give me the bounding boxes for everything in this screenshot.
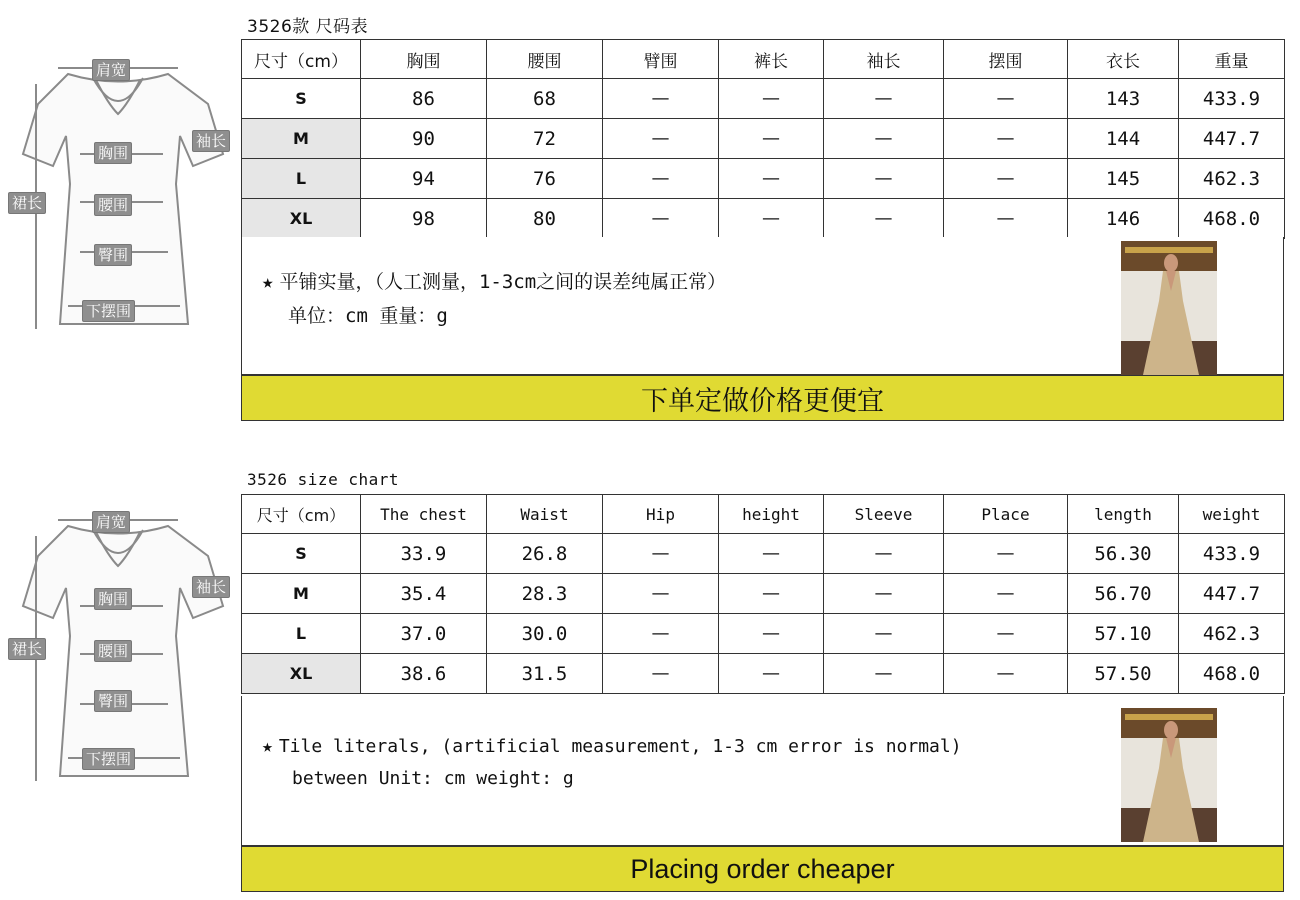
table-cell: — (603, 199, 719, 239)
table-cell: — (824, 614, 944, 654)
table-cell: 72 (487, 119, 603, 159)
chart-caption: 3526 size chart (247, 470, 399, 489)
note-line (262, 267, 726, 294)
header-cell: 臂围 (603, 40, 719, 79)
header-cell: 胸围 (361, 40, 487, 79)
table-cell: — (824, 199, 944, 239)
header-cell: height (719, 495, 824, 534)
label-waist: 腰围 (94, 640, 132, 662)
size-cell: S (242, 534, 361, 574)
table-cell: — (603, 654, 719, 694)
table-cell: 468.0 (1179, 199, 1285, 239)
table-cell: 143 (1068, 79, 1179, 119)
table-cell: — (944, 159, 1068, 199)
table-cell: 57.10 (1068, 614, 1179, 654)
size-table (241, 39, 1285, 239)
promo-banner: 下单定做价格更便宜 (241, 375, 1284, 421)
model-photo-image (1121, 708, 1217, 842)
table-cell: — (719, 614, 824, 654)
table-cell: 31.5 (487, 654, 603, 694)
note-unit-line: between Unit: cm weight: g (292, 768, 574, 789)
header-cell: 摆围 (944, 40, 1068, 79)
header-cell: Hip (603, 495, 719, 534)
model-photo-image (1121, 241, 1217, 375)
table-row (242, 534, 1285, 574)
table-cell: — (719, 534, 824, 574)
table-cell: — (944, 79, 1068, 119)
size-cell: L (242, 614, 361, 654)
table-header-row (242, 40, 1285, 79)
table-cell: 94 (361, 159, 487, 199)
table-cell: — (944, 199, 1068, 239)
table-cell: 56.30 (1068, 534, 1179, 574)
label-sleeve: 袖长 (192, 130, 230, 152)
header-cell: 袖长 (824, 40, 944, 79)
header-cell: Waist (487, 495, 603, 534)
size-cell: XL (242, 199, 361, 239)
header-cell: 腰围 (487, 40, 603, 79)
label-waist: 腰围 (94, 194, 132, 216)
model-photo (1121, 708, 1217, 842)
table-row (242, 199, 1285, 239)
size-cell: XL (242, 654, 361, 694)
table-cell: — (824, 79, 944, 119)
table-cell: — (944, 534, 1068, 574)
table-cell: — (603, 119, 719, 159)
table-header-row (242, 495, 1285, 534)
star-icon: ★ (262, 736, 273, 757)
table-cell: — (824, 159, 944, 199)
table-cell: 447.7 (1179, 574, 1285, 614)
label-skirt-length: 裙长 (8, 638, 46, 660)
table-cell: 35.4 (361, 574, 487, 614)
table-cell: 76 (487, 159, 603, 199)
label-shoulder: 肩宽 (92, 59, 130, 81)
table-cell: 145 (1068, 159, 1179, 199)
table-cell: — (603, 159, 719, 199)
table-cell: 37.0 (361, 614, 487, 654)
label-sleeve: 袖长 (192, 576, 230, 598)
label-shoulder: 肩宽 (92, 511, 130, 533)
table-cell: 80 (487, 199, 603, 239)
table-cell: 33.9 (361, 534, 487, 574)
measurement-note (241, 696, 1284, 846)
table-row (242, 574, 1285, 614)
header-cell: 衣长 (1068, 40, 1179, 79)
table-row (242, 654, 1285, 694)
table-cell: — (603, 574, 719, 614)
table-cell: — (944, 574, 1068, 614)
label-hip: 臀围 (94, 244, 132, 266)
table-cell: — (944, 614, 1068, 654)
table-row (242, 614, 1285, 654)
table-cell: 146 (1068, 199, 1179, 239)
label-hem: 下摆围 (82, 300, 135, 322)
table-cell: 433.9 (1179, 79, 1285, 119)
table-cell: — (824, 574, 944, 614)
dress-diagram-icon (8, 44, 238, 344)
table-cell: 86 (361, 79, 487, 119)
label-hip: 臀围 (94, 690, 132, 712)
header-cell: 尺寸（cm） (242, 40, 361, 79)
size-cell: M (242, 574, 361, 614)
table-cell: 68 (487, 79, 603, 119)
size-cell: M (242, 119, 361, 159)
table-cell: 26.8 (487, 534, 603, 574)
table-cell: — (824, 654, 944, 694)
table-cell: — (944, 654, 1068, 694)
table-cell: 28.3 (487, 574, 603, 614)
table-row (242, 79, 1285, 119)
table-cell: 468.0 (1179, 654, 1285, 694)
table-cell: 462.3 (1179, 614, 1285, 654)
header-cell: 重量 (1179, 40, 1285, 79)
table-cell: 30.0 (487, 614, 603, 654)
size-cell: S (242, 79, 361, 119)
table-cell: 447.7 (1179, 119, 1285, 159)
note-line (262, 736, 962, 757)
table-cell: — (719, 654, 824, 694)
table-cell: — (944, 119, 1068, 159)
measurement-note (241, 237, 1284, 375)
table-cell: 144 (1068, 119, 1179, 159)
table-cell: — (824, 534, 944, 574)
label-chest: 胸围 (94, 142, 132, 164)
table-cell: — (719, 199, 824, 239)
label-skirt-length: 裙长 (8, 192, 46, 214)
table-row (242, 159, 1285, 199)
chart-caption: 3526款 尺码表 (247, 17, 369, 37)
table-cell: 56.70 (1068, 574, 1179, 614)
note-text: Tile literals, (artificial measurement, 1-3 cm error is normal) (278, 736, 962, 757)
table-cell: — (719, 79, 824, 119)
table-cell: — (603, 614, 719, 654)
header-cell: length (1068, 495, 1179, 534)
table-cell: — (603, 534, 719, 574)
table-row (242, 119, 1285, 159)
table-cell: 57.50 (1068, 654, 1179, 694)
star-icon: ★ (262, 271, 274, 293)
table-cell: — (719, 119, 824, 159)
note-text: 平铺实量，（人工测量，1-3cm之间的误差纯属正常） (279, 271, 727, 293)
header-cell: 裤长 (719, 40, 824, 79)
table-cell: 38.6 (361, 654, 487, 694)
label-chest: 胸围 (94, 588, 132, 610)
header-cell: Sleeve (824, 495, 944, 534)
table-cell: 90 (361, 119, 487, 159)
table-cell: — (603, 79, 719, 119)
table-cell: 98 (361, 199, 487, 239)
table-cell: — (719, 159, 824, 199)
label-hem: 下摆围 (82, 748, 135, 770)
table-cell: 462.3 (1179, 159, 1285, 199)
size-cell: L (242, 159, 361, 199)
header-cell: weight (1179, 495, 1285, 534)
header-cell: 尺寸（cm） (242, 495, 361, 534)
promo-banner: Placing order cheaper (241, 846, 1284, 892)
model-photo (1121, 241, 1217, 375)
dress-diagram-icon (8, 496, 238, 796)
note-unit-line: 单位：cm 重量：g (288, 305, 448, 327)
table-cell: — (824, 119, 944, 159)
table-cell: 433.9 (1179, 534, 1285, 574)
header-cell: Place (944, 495, 1068, 534)
header-cell: The chest (361, 495, 487, 534)
table-cell: — (719, 574, 824, 614)
size-table (241, 494, 1285, 694)
